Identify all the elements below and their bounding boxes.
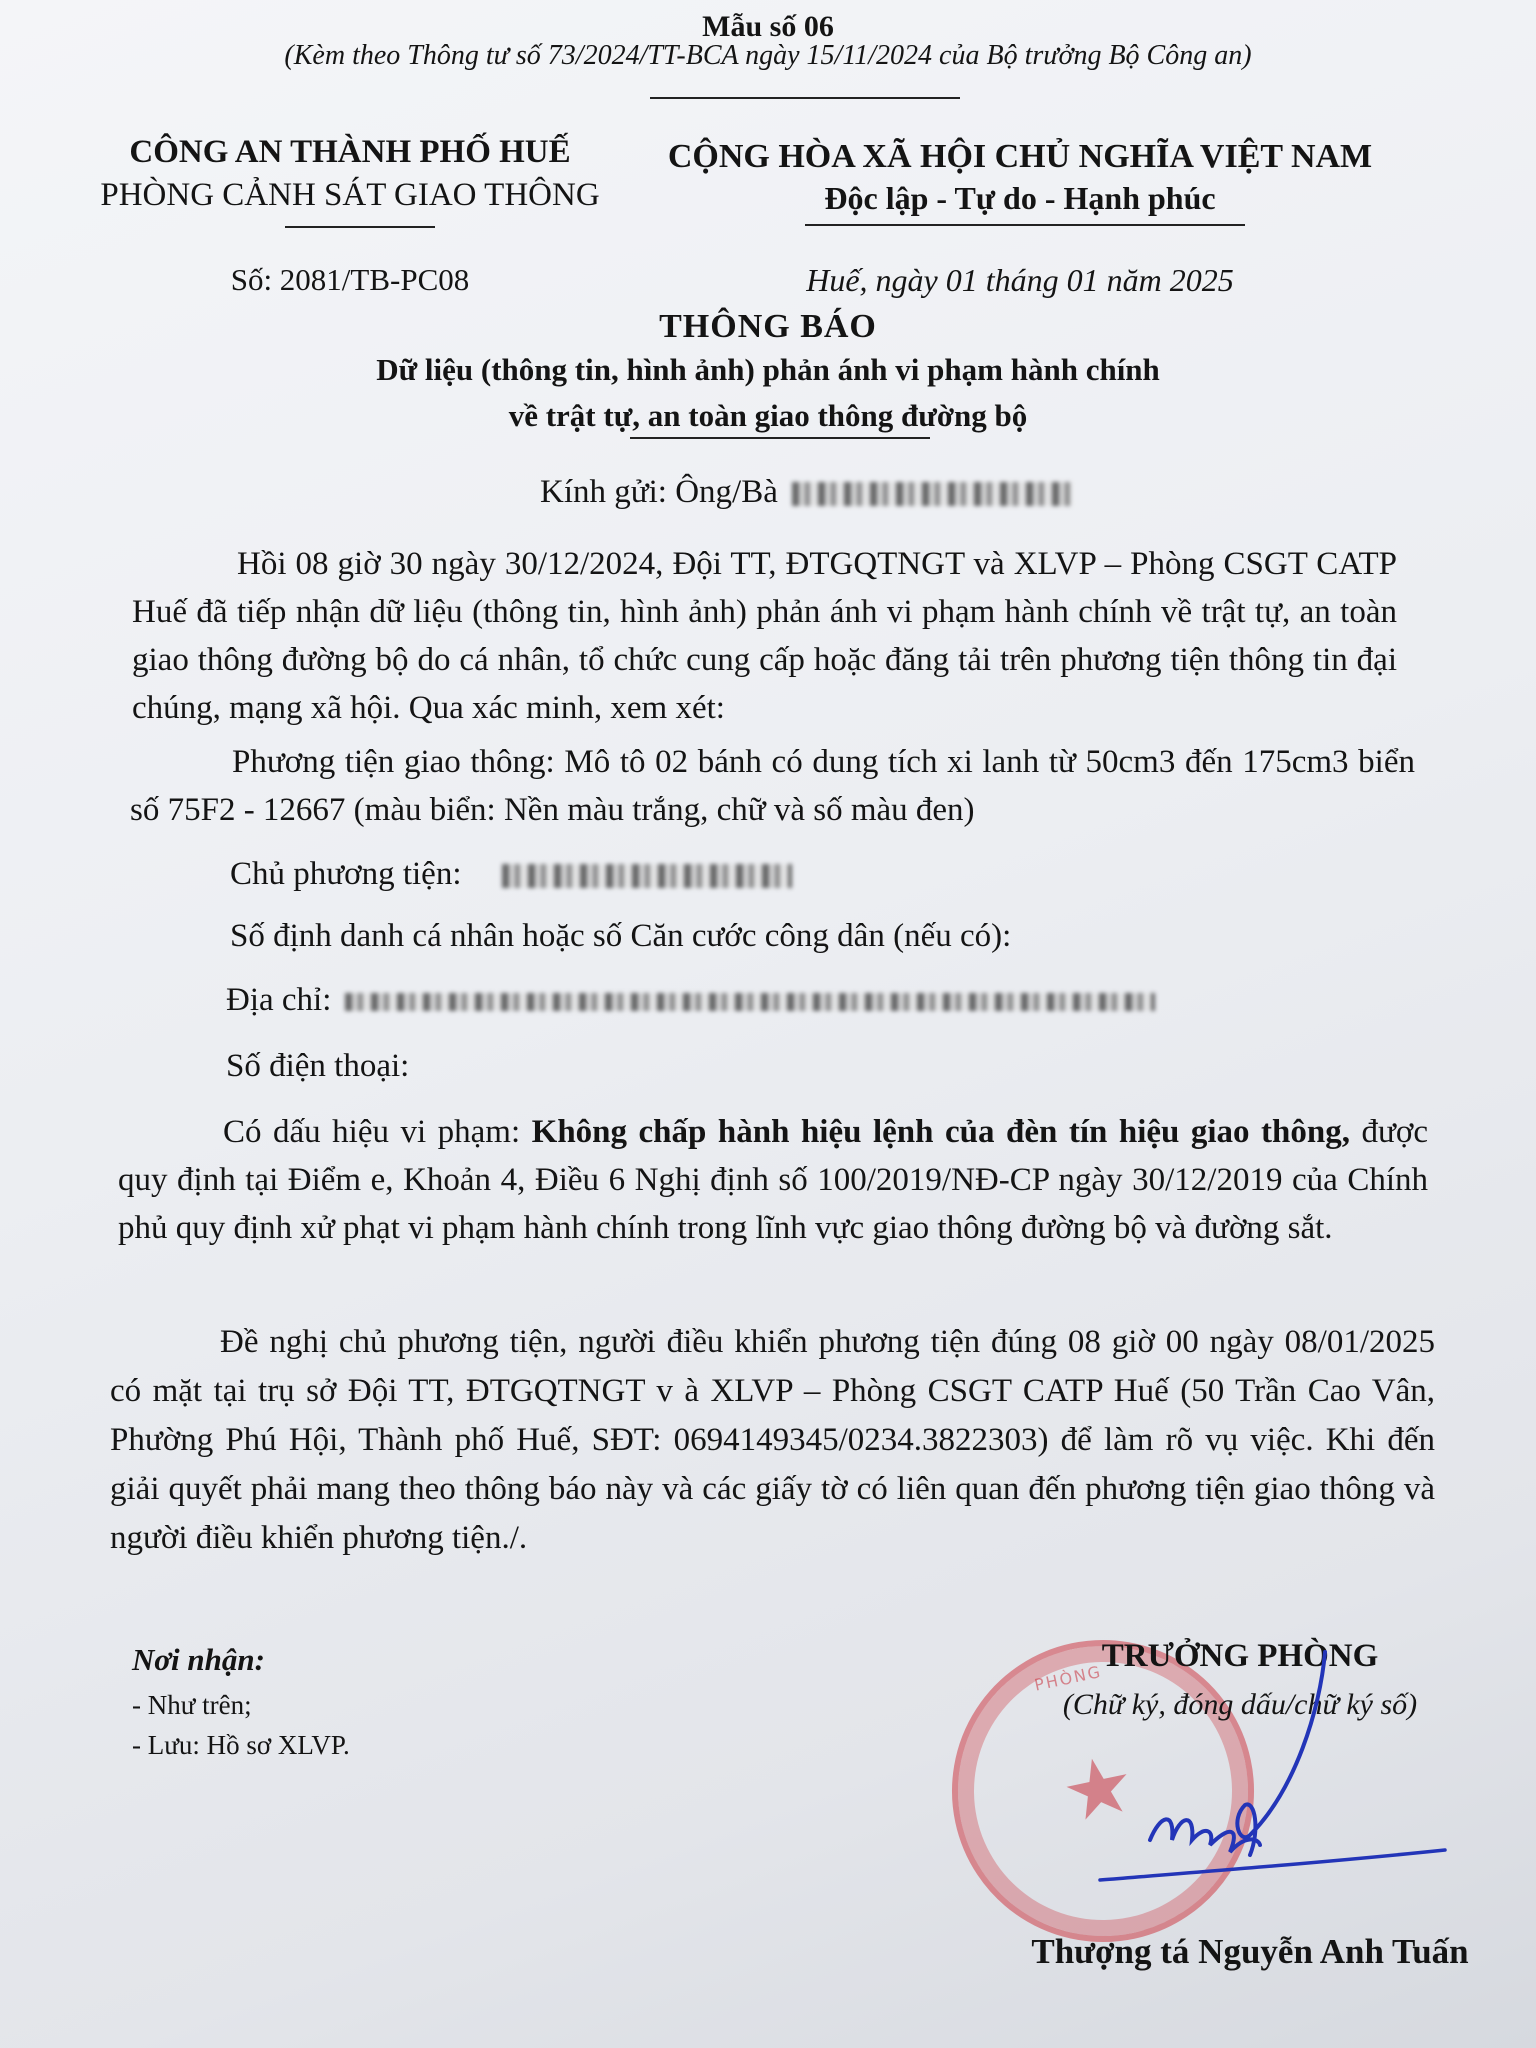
redacted-owner-name (502, 864, 792, 888)
notice-title: THÔNG BÁO (659, 308, 877, 345)
signer-name: Thượng tá Nguyễn Anh Tuấn (1031, 1932, 1469, 1971)
stamp-text: PHÒNG (1032, 1661, 1104, 1695)
body-paragraph-1: Hồi 08 giờ 30 ngày 30/12/2024, Đội TT, ĐTGQTNGT và XLVP – Phòng CSGT CATP Huế đã tiếp nhận dữ liệu (thông tin, hình ảnh) phản ánh vi phạm hành chính về trật tự, an toàn giao thông đường bộ do cá nhân, tổ chức cung cấp hoặc đăng tải trên phương tiện thông tin đại chúng, mạng xã hội. Qua xác minh, xem xét: (132, 546, 1397, 726)
violation-legal-basis: được quy định tại Điểm e, Khoản 4, Điều 6 Nghị định số 100/2019/NĐ-CP ngày 30/12/2019 của Chính phủ quy định xử phạt vi phạm hành chính trong lĩnh vực giao thông đường bộ và đường sắt. (118, 1114, 1429, 1246)
issue-date: Huế, ngày 01 tháng 01 năm 2025 (806, 262, 1234, 298)
recipients-label: Nơi nhận: (132, 1642, 265, 1677)
national-title: CỘNG HÒA XÃ HỘI CHỦ NGHĨA VIỆT NAM (667, 138, 1373, 175)
department-name: PHÒNG CẢNH SÁT GIAO THÔNG (100, 177, 600, 213)
vehicle-paragraph: Phương tiện giao thông: Mô tô 02 bánh có dung tích xi lanh từ 50cm3 đến 175cm3 biển số 75F2 - 12667 (màu biển: Nền màu trắng, chữ và số màu đen) (130, 744, 1415, 828)
national-motto: Độc lập - Tự do - Hạnh phúc (824, 180, 1216, 216)
recipient-line (540, 474, 1072, 511)
handwritten-signature (1080, 1640, 1480, 1940)
violation-description: Không chấp hành hiệu lệnh của đèn tín hiệu giao thông, (531, 1114, 1351, 1150)
redacted-recipient-name (792, 482, 1072, 506)
citizen-id-line: Số định danh cá nhân hoặc số Căn cước công dân (nếu có): (230, 918, 1012, 954)
agency-name: CÔNG AN THÀNH PHỐ HUẾ (129, 134, 571, 170)
signer-title: TRƯỞNG PHÒNG (1101, 1638, 1379, 1674)
owner-label: Chủ phương tiện: (230, 856, 462, 892)
reference-underline (650, 97, 960, 99)
recipient-item-2: - Lưu: Hồ sơ XLVP. (132, 1730, 350, 1760)
form-reference: (Kèm theo Thông tư số 73/2024/TT-BCA ngày 15/11/2024 của Bộ trưởng Bộ Công an) (284, 40, 1252, 71)
violation-label: Có dấu hiệu vi phạm: (223, 1114, 521, 1150)
phone-line: Số điện thoại: (226, 1048, 410, 1084)
owner-line (230, 856, 792, 893)
subtitle-underline (630, 437, 930, 439)
agency-underline (285, 226, 435, 228)
notice-subtitle-2: về trật tự, an toàn giao thông đường bộ (508, 398, 1028, 433)
request-paragraph: Đề nghị chủ phương tiện, người điều khiển phương tiện đúng 08 giờ 00 ngày 08/01/2025 có mặt tại trụ sở Đội TT, ĐTGQTNGT v à XLVP – Phòng CSGT CATP Huế (50 Trần Cao Vân, Phường Phú Hội, Thành phố Huế, SĐT: 0694149345/0234.3822303) để làm rõ vụ việc. Khi đến giải quyết phải mang theo thông báo này và các giấy tờ có liên quan đến phương tiện giao thông và người điều khiển phương tiện./. (110, 1324, 1435, 1556)
form-number: Mẫu số 06 (702, 10, 834, 43)
recipient-item-1: - Như trên; (132, 1690, 252, 1720)
document-number: Số: 2081/TB-PC08 (230, 262, 470, 297)
recipient-label: Kính gửi: Ông/Bà (540, 474, 778, 510)
violation-paragraph (118, 1108, 1428, 1252)
address-line (226, 982, 1155, 1019)
motto-underline (805, 224, 1245, 226)
signature-note: (Chữ ký, đóng dấu/chữ ký số) (1062, 1688, 1418, 1721)
address-label: Địa chỉ: (226, 982, 332, 1018)
notice-subtitle-1: Dữ liệu (thông tin, hình ảnh) phản ánh vi phạm hành chính (376, 352, 1160, 387)
stamp-star-icon: ★ (1054, 1739, 1143, 1841)
redacted-address (345, 993, 1155, 1011)
